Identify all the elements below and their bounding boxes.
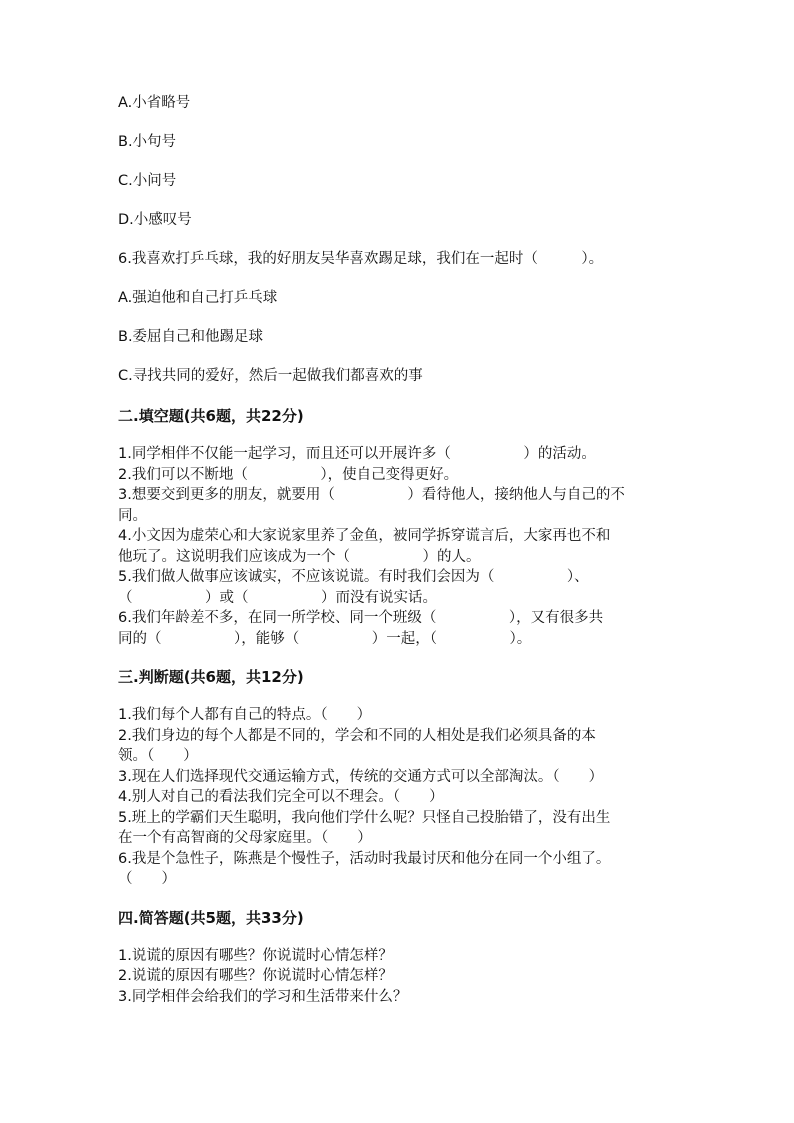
fill-line: 1.同学相伴不仅能一起学习，而且还可以开展许多（ ）的活动。 [118,446,596,462]
question-5-options [118,93,678,230]
fill-line: 同。 [118,507,147,524]
question-6 [118,249,678,386]
short-answer-line: 2.说谎的原因有哪些？你说谎时心情怎样？ [118,968,393,984]
question-6-option-c: C.寻找共同的爱好，然后一起做我们都喜欢的事 [118,368,423,384]
option-a: A.小省略号 [118,95,191,111]
section-4-questions [118,946,678,1008]
judge-line: 领。（ ） [118,748,198,764]
judge-line: 3.现在人们选择现代交通运输方式，传统的交通方式可以全部淘汰。（ ） [118,768,604,785]
judge-line: 6.我是个急性子，陈燕是个慢性子，活动时我最讨厌和他分在同一个小组了。 [118,850,611,867]
short-answer-line: 1.说谎的原因有哪些？你说谎时心情怎样？ [118,947,393,964]
option-b: B.小句号 [118,134,177,150]
section-2-heading: 二.填空题(共6题，共22分) [118,407,304,425]
option-d: D.小感叹号 [118,212,192,228]
question-6-stem: 6.我喜欢打乒乓球，我的好朋友吴华喜欢踢足球，我们在一起时（ ）。 [118,251,604,267]
section-2-questions [118,444,678,649]
exam-content [118,93,678,1007]
judge-line: 在一个有高智商的父母家庭里。（ ） [118,830,372,846]
section-3-heading: 三.判断题(共6题，共12分) [118,668,304,686]
question-6-option-b: B.委屈自己和他踢足球 [118,329,264,345]
judge-line: 2.我们身边的每个人都是不同的，学会和不同的人相处是我们必须具备的本 [118,727,596,744]
fill-line: 4.小文因为虚荣心和大家说家里养了金鱼，被同学拆穿谎言后，大家再也不和 [118,528,611,544]
fill-line: （ ）或（ ）而没有说实话。 [118,589,437,606]
fill-line: 5.我们做人做事应该诚实，不应该说谎。有时我们会因为（ ）、 [118,569,589,585]
section-4-heading: 四.简答题(共5题，共33分) [118,908,304,927]
judge-line: 1.我们每个人都有自己的特点。（ ） [118,707,372,723]
judge-line: 5.班上的学霸们天生聪明，我向他们学什么呢？只怪自己投胎错了，没有出生 [118,809,611,826]
short-answer-line: 3.同学相伴会给我们的学习和生活带来什么？ [118,988,408,1005]
fill-line: 他玩了。这说明我们应该成为一个（ ）的人。 [118,548,481,565]
judge-line: 4.别人对自己的看法我们完全可以不理会。（ ） [118,789,444,805]
fill-line: 2.我们可以不断地（ ），使自己变得更好。 [118,466,459,483]
question-6-option-a: A.强迫他和自己打乒乓球 [118,290,278,306]
fill-line: 3.想要交到更多的朋友，就要用（ ）看待他人，接纳他人与自己的不 [118,487,625,503]
fill-line: 同的（ ），能够（ ）一起，（ ）。 [118,630,532,647]
section-3-questions [118,705,678,890]
option-c: C.小问号 [118,173,177,189]
fill-line: 6.我们年龄差不多，在同一所学校、同一个班级（ ），又有很多共 [118,610,604,626]
judge-line: （ ） [118,871,176,887]
